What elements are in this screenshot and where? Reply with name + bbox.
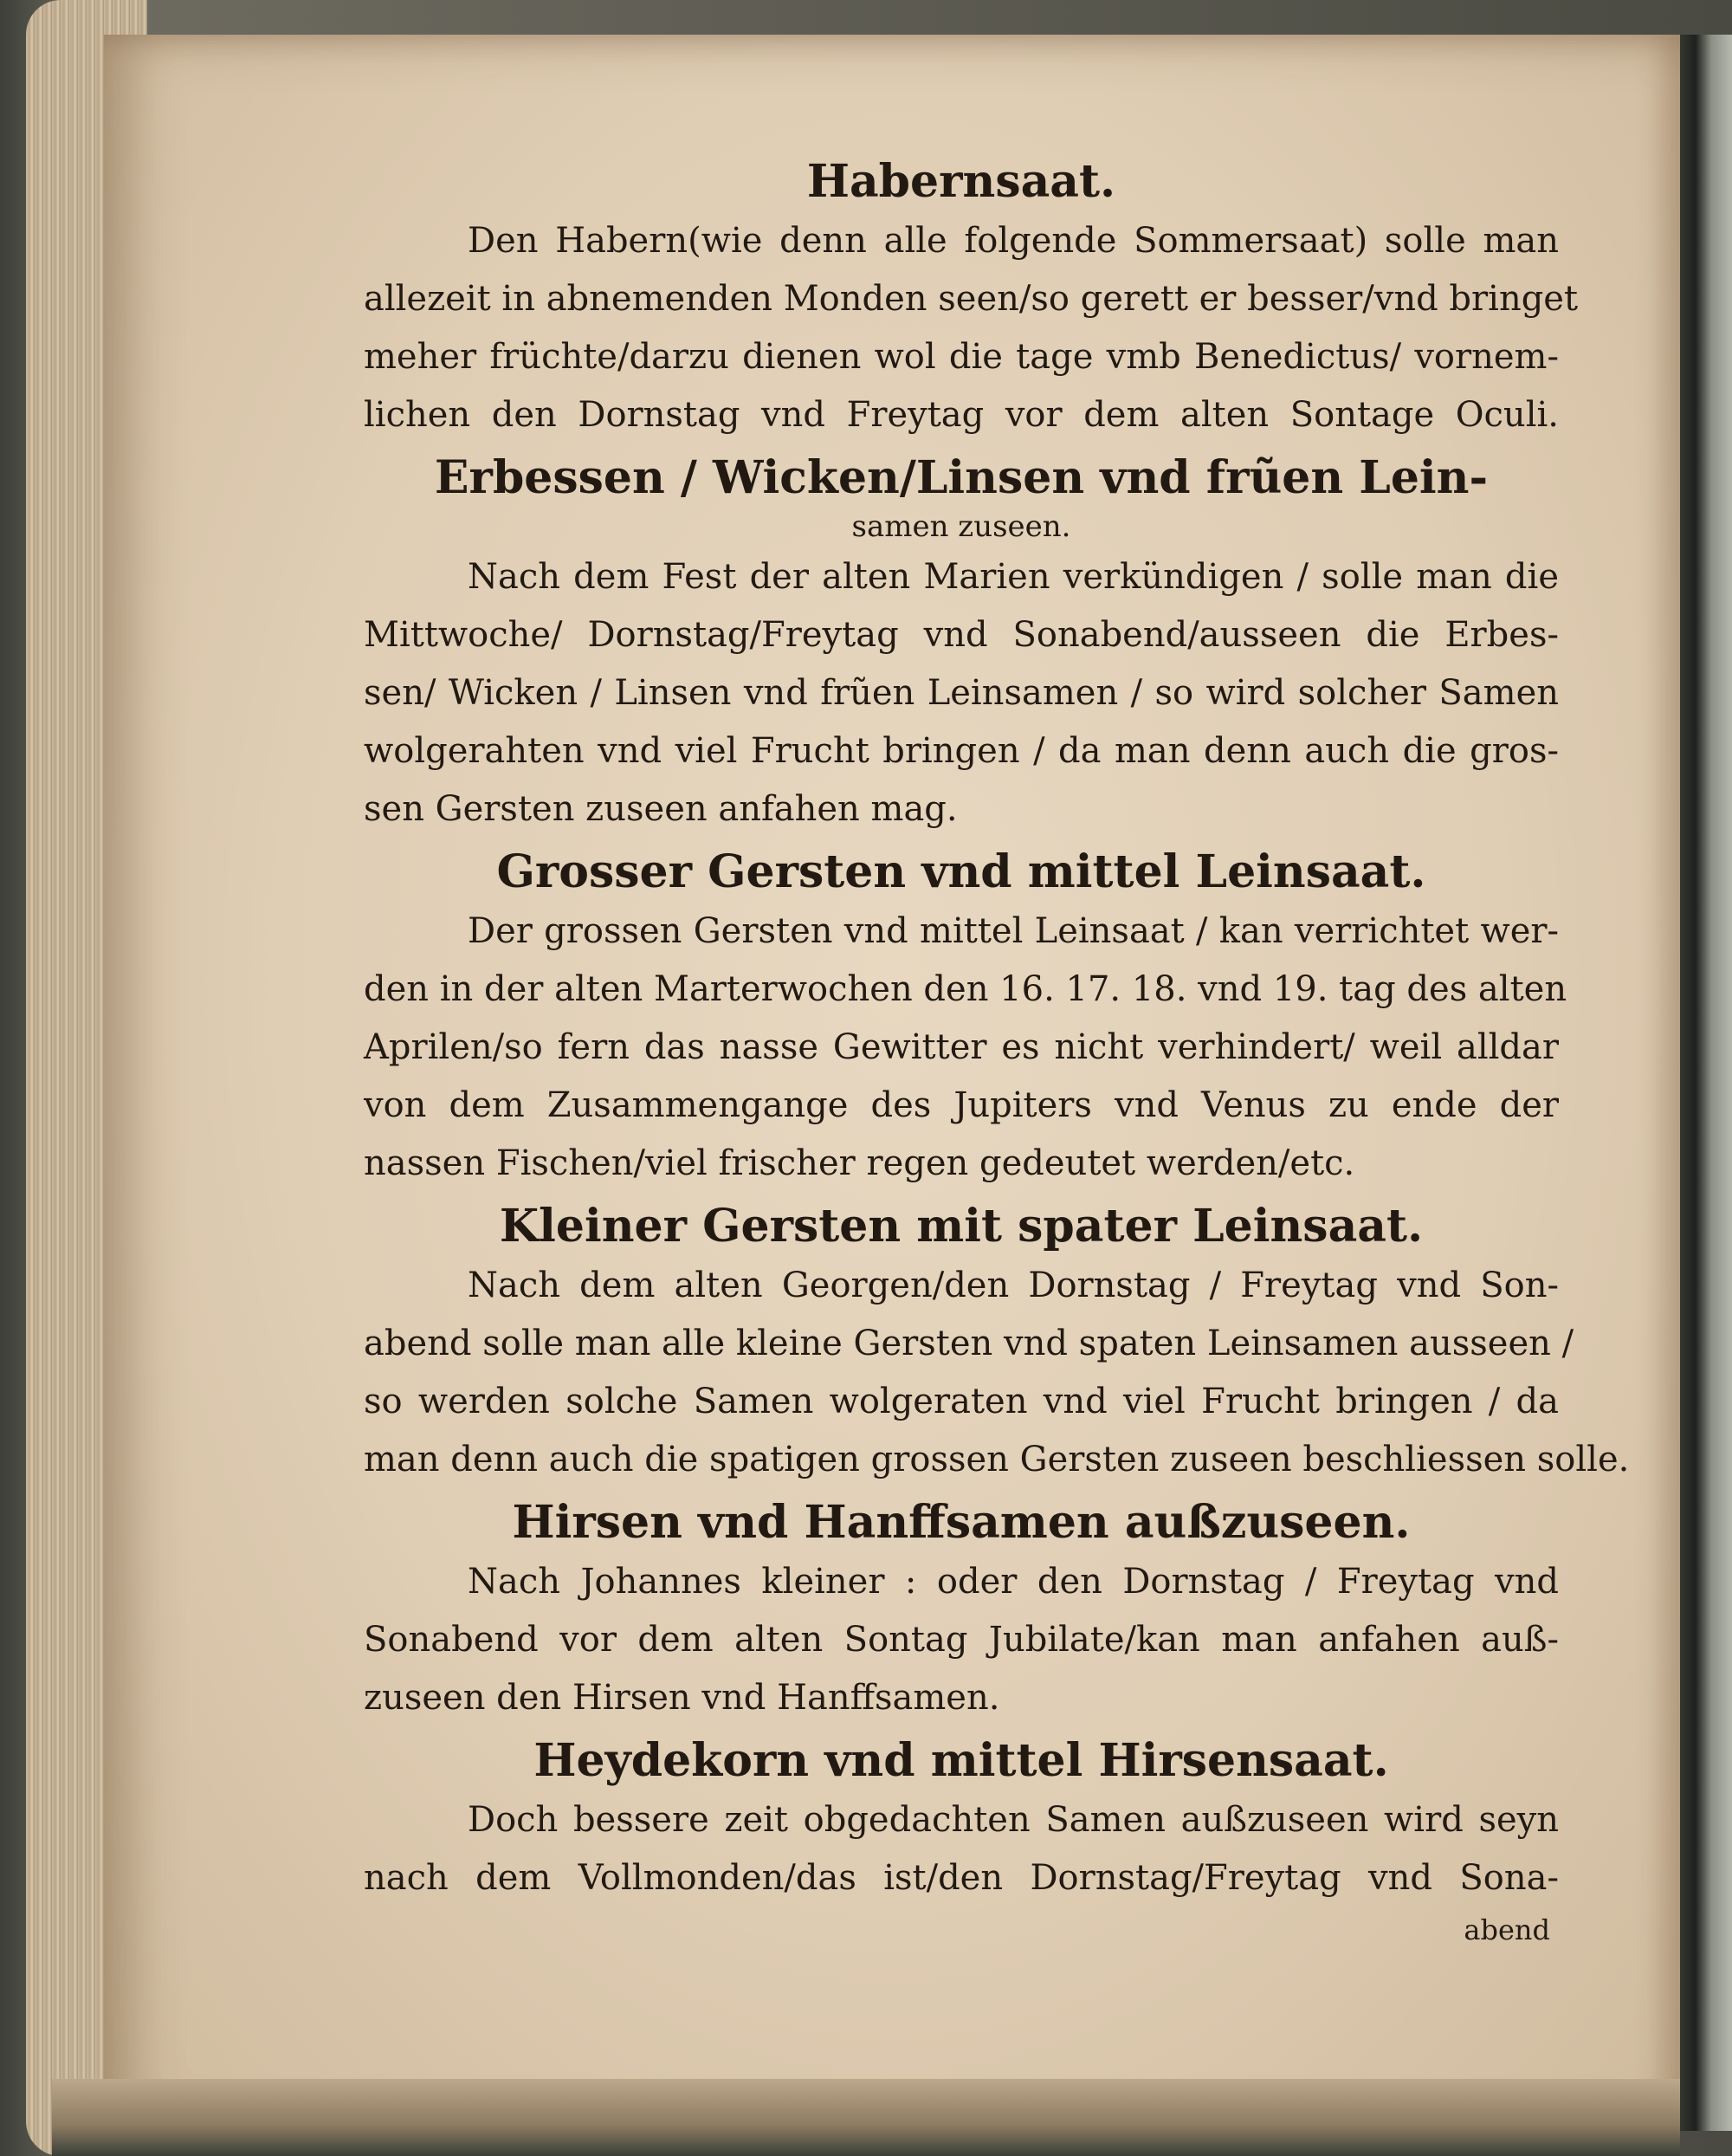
text-line: Der grossen Gersten vnd mittel Leinsaat / kan verrichtet wer- (468, 911, 1559, 951)
text-line: man denn auch die spatigen grossen Gersten zuseen beschliessen solle. (364, 1440, 1630, 1479)
text-line: sen Gersten zuseen anfahen mag. (364, 789, 958, 829)
section-paragraph (364, 1257, 1630, 1489)
text-line: abend solle man alle kleine Gersten vnd spaten Leinsamen ausseen / (364, 1324, 1574, 1363)
section-paragraph (364, 212, 1579, 444)
section-paragraph (364, 548, 1559, 838)
text-line: lichen den Dornstag vnd Freytag vor dem alten Sontage Oculi. (364, 395, 1559, 435)
text-line: nassen Fischen/viel frischer regen gedeutet werden/etc. (364, 1143, 1355, 1183)
text-line: Mittwoche/ Dornstag/Freytag vnd Sonabend/ausseen die Erbes- (364, 615, 1559, 655)
text-line: Den Habern(wie denn alle folgende Sommersaat) solle man (468, 221, 1559, 261)
text-line: so werden solche Samen wolgeraten vnd viel Frucht bringen / da (364, 1382, 1559, 1421)
text-line: sen/ Wicken / Linsen vnd frũen Leinsamen / so wird solcher Samen (364, 673, 1559, 713)
text-line: Sonabend vor dem alten Sontag Jubilate/kan man anfahen auß- (364, 1620, 1559, 1660)
section-paragraph (364, 1791, 1559, 1907)
text-line: wolgerahten vnd viel Frucht bringen / da man denn auch die gros- (364, 731, 1559, 771)
text-line: den in der alten Marterwochen den 16. 17. 18. vnd 19. tag des alten (364, 969, 1567, 1009)
section-heading: Erbessen / Wicken/Linsen vnd frũen Lein- (434, 451, 1489, 504)
section-heading: Hirsen vnd Hanffsamen außzuseen. (512, 1496, 1411, 1549)
section-heading-continuation: samen zuseen. (851, 509, 1071, 544)
section-paragraph (364, 1553, 1559, 1727)
text-line: nach dem Vollmonden/das ist/den Dornstag/Freytag vnd Sona- (364, 1858, 1559, 1898)
section-heading: Habernsaat. (806, 155, 1116, 208)
section-paragraph (364, 903, 1567, 1193)
section-heading: Heydekorn vnd mittel Hirsensaat. (533, 1734, 1389, 1787)
section-heading: Grosser Gersten vnd mittel Leinsaat. (496, 845, 1426, 898)
text-line: meher früchte/darzu dienen wol die tage vmb Benedictus/ vornem- (364, 337, 1559, 377)
text-line: von dem Zusammengange des Jupiters vnd Venus zu ende der (364, 1085, 1559, 1125)
text-line: Nach Johannes kleiner : oder den Dornstag / Freytag vnd (468, 1562, 1559, 1602)
text-line: Nach dem Fest der alten Marien verkündigen / solle man die (468, 557, 1559, 597)
section-heading: Kleiner Gersten mit spater Leinsaat. (499, 1200, 1424, 1253)
text-line: Aprilen/so fern das nasse Gewitter es nicht verhindert/ weil alldar (364, 1027, 1559, 1067)
page-bottom-edge (52, 2079, 1680, 2156)
facing-page-edge (1680, 35, 1732, 2131)
text-line: Doch bessere zeit obgedachten Samen außzuseen wird seyn (468, 1800, 1559, 1840)
catchword: abend (1464, 1913, 1550, 1946)
text-line: Nach dem alten Georgen/den Dornstag / Freytag vnd Son- (468, 1266, 1559, 1305)
text-line: allezeit in abnemenden Monden seen/so gerett er besser/vnd bringet (364, 279, 1579, 319)
page-text (364, 152, 1630, 1949)
text-line: zuseen den Hirsen vnd Hanffsamen. (364, 1678, 1000, 1718)
